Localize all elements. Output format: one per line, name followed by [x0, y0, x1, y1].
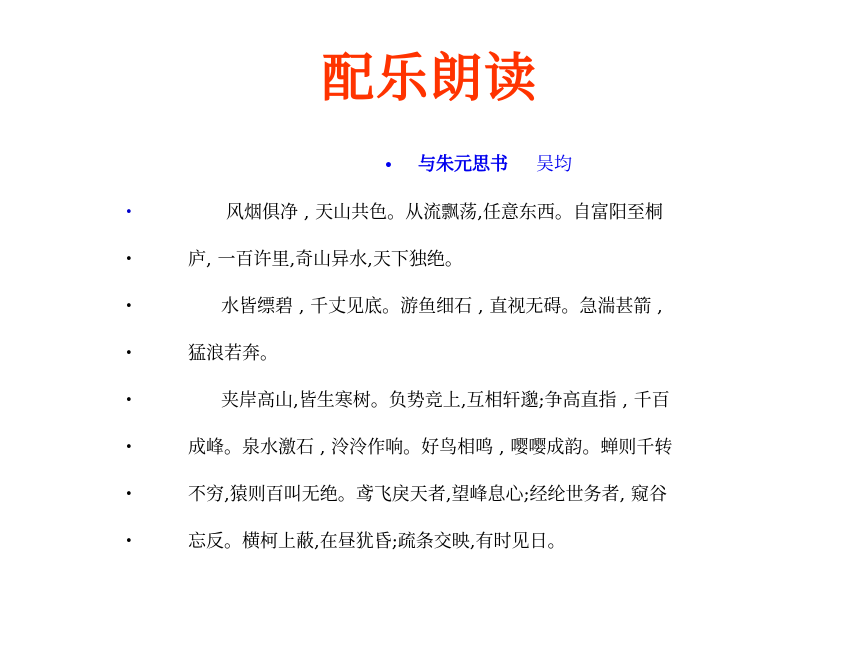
bullet-icon: •: [125, 205, 133, 220]
text-line: [0, 193, 860, 240]
bullet-icon: •: [125, 393, 133, 408]
line-text: 猛浪若奔。: [188, 343, 278, 364]
text-line: [0, 240, 860, 287]
bullet-icon: •: [384, 158, 393, 174]
bullet-icon: •: [125, 346, 133, 361]
bullet-icon: •: [125, 487, 133, 502]
text-line: [0, 287, 860, 334]
line-text: 庐, 一百许里,奇山异水,天下独绝。: [188, 249, 463, 270]
line-text: 忘反。横柯上蔽,在昼犹昏;疏条交映,有时见日。: [188, 531, 566, 552]
line-text: 成峰。泉水激石 , 泠泠作响。好鸟相鸣 , 嘤嘤成韵。蝉则千转: [188, 437, 673, 458]
line-text: 夹岸高山,皆生寒树。负势竞上,互相轩邈;争高直指 , 千百: [221, 390, 670, 411]
line-text: 不穷,猿则百叫无绝。鸢飞戾天者,望峰息心;经纶世务者, 窥谷: [188, 484, 667, 505]
bullet-icon: •: [125, 252, 133, 267]
text-line: [0, 381, 860, 428]
line-text: 水皆缥碧 , 千丈见底。游鱼细石 , 直视无碍。急湍甚箭 ,: [221, 296, 663, 317]
bullet-icon: •: [125, 299, 133, 314]
work-title: 与朱元思书: [418, 154, 508, 175]
author-name: 吴均: [536, 154, 572, 175]
text-line: [0, 522, 860, 569]
text-heading: [384, 152, 572, 178]
bullet-icon: •: [125, 534, 133, 549]
line-text: 风烟俱净 , 天山共色。从流飘荡,任意东西。自富阳至桐: [226, 202, 663, 223]
text-line: [0, 475, 860, 522]
text-line: [0, 428, 860, 475]
text-lines: [0, 193, 860, 569]
bullet-icon: •: [125, 440, 133, 455]
page-title: 配乐朗读: [321, 49, 538, 109]
text-line: [0, 334, 860, 381]
